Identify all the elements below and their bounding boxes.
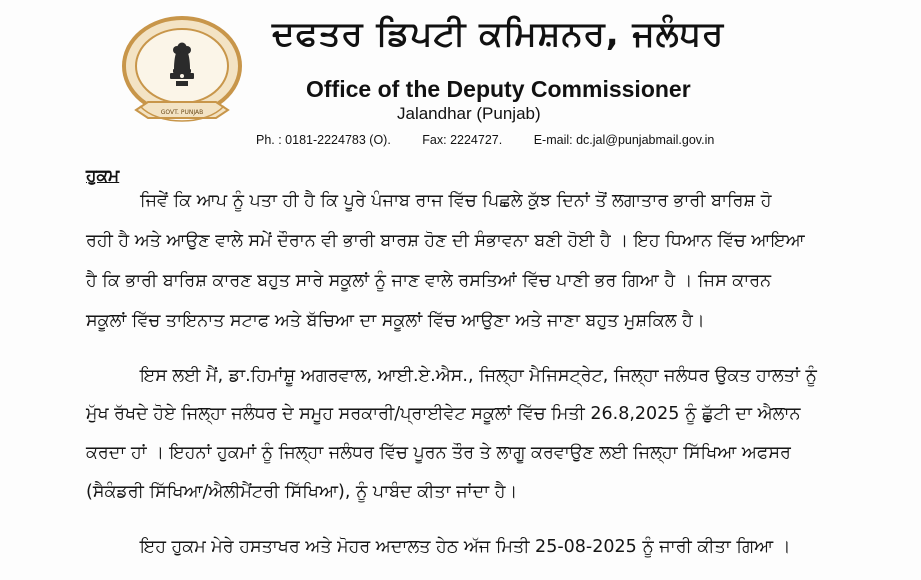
order-line: (ਸੈਕੰਡਰੀ ਸਿੱਖਿਆ/ਐਲੀਮੈਂਟਰੀ ਸਿੱਖਿਆ), ਨੂੰ ਪਾਬੰਦ ਕੀਤਾ ਜਾਂਦਾ ਹੈ।: [86, 482, 518, 502]
office-location: Jalandhar (Punjab): [397, 104, 541, 123]
office-title-punjabi: ਦਫਤਰ ਡਿਪਟੀ ਕਮਿਸ਼ਨਰ, ਜਲੰਧਰ: [272, 14, 725, 54]
government-seal-icon: [118, 14, 246, 132]
order-heading: ਹੁਕਮ: [86, 166, 120, 186]
seal-ribbon-text: GOVT. PUNJAB: [160, 109, 204, 116]
order-line: ਕਰਦਾ ਹਾਂ । ਇਹਨਾਂ ਹੁਕਮਾਂ ਨੂੰ ਜਿਲ੍ਹਾ ਜਲੰਧਰ ਵਿੱਚ ਪੂਰਨ ਤੌਰ ਤੇ ਲਾਗੂ ਕਰਵਾਉਣ ਲਈ ਜਿਲ੍ਹਾ ਸਿੱਖਿਆ ਅਫਸਰ: [86, 443, 791, 463]
order-line: ਇਸ ਲਈ ਮੈਂ, ਡਾ.ਹਿਮਾਂਸ਼ੂ ਅਗਰਵਾਲ, ਆਈ.ਏ.ਐਸ., ਜਿਲ੍ਹਾ ਮੈਜਿਸਟ੍ਰੇਟ, ਜਿਲ੍ਹਾ ਜਲੰਧਰ ਉਕਤ ਹਾਲਤਾਂ ਨੂੰ: [140, 366, 817, 386]
order-line: ਜਿਵੇਂ ਕਿ ਆਪ ਨੂੰ ਪਤਾ ਹੀ ਹੈ ਕਿ ਪੂਰੇ ਪੰਜਾਬ ਰਾਜ ਵਿੱਚ ਪਿਛਲੇ ਕੁੱਝ ਦਿਨਾਂ ਤੋਂ ਲਗਾਤਾਰ ਭਾਰੀ ਬਾਰਿਸ਼ ਹੋ: [140, 191, 772, 211]
phone-number: Ph. : 0181-2224783 (O).: [256, 133, 391, 147]
order-line: ਮੁੱਖ ਰੱਖਦੇ ਹੋਏ ਜਿਲ੍ਹਾ ਜਲੰਧਰ ਦੇ ਸਮੂਹ ਸਰਕਾਰੀ/ਪ੍ਰਾਈਵੇਟ ਸਕੂਲਾਂ ਵਿੱਚ ਮਿਤੀ 26.8,2025 ਨੂੰ ਛੁੱਟੀ ਦਾ ਐਲਾਨ: [86, 404, 801, 424]
contact-line: [256, 133, 714, 147]
order-issue-line: ਇਹ ਹੁਕਮ ਮੇਰੇ ਹਸਤਾਖਰ ਅਤੇ ਮੋਹਰ ਅਦਾਲਤ ਹੇਠ ਅੱਜ ਮਿਤੀ 25-08-2025 ਨੂੰ ਜਾਰੀ ਕੀਤਾ ਗਿਆ ।: [140, 537, 791, 557]
order-line: ਹੈ ਕਿ ਭਾਰੀ ਬਾਰਿਸ਼ ਕਾਰਣ ਬਹੁਤ ਸਾਰੇ ਸਕੂਲਾਂ ਨੂੰ ਜਾਣ ਵਾਲੇ ਰਸਤਿਆਂ ਵਿੱਚ ਪਾਣੀ ਭਰ ਗਿਆ ਹੈ । ਜਿਸ ਕਾਰਨ: [86, 271, 772, 291]
email-address: E-mail: dc.jal@punjabmail.gov.in: [533, 133, 715, 147]
order-line: ਰਹੀ ਹੈ ਅਤੇ ਆਉਣ ਵਾਲੇ ਸਮੇਂ ਦੌਰਾਨ ਵੀ ਭਾਰੀ ਬਾਰਸ਼ ਹੋਣ ਦੀ ਸੰਭਾਵਨਾ ਬਣੀ ਹੋਈ ਹੈ । ਇਹ ਧਿਆਨ ਵਿੱਚ ਆਇਆ: [86, 231, 805, 251]
fax-number: Fax: 2224727.: [422, 133, 503, 147]
order-line: ਸਕੂਲਾਂ ਵਿੱਚ ਤਾਇਨਾਤ ਸਟਾਫ ਅਤੇ ਬੱਚਿਆ ਦਾ ਸਕੂਲਾਂ ਵਿੱਚ ਆਉਣਾ ਅਤੇ ਜਾਣਾ ਬਹੁਤ ਮੁਸ਼ਕਿਲ ਹੈ।: [86, 311, 705, 331]
office-title-english: Office of the Deputy Commissioner: [306, 76, 691, 102]
